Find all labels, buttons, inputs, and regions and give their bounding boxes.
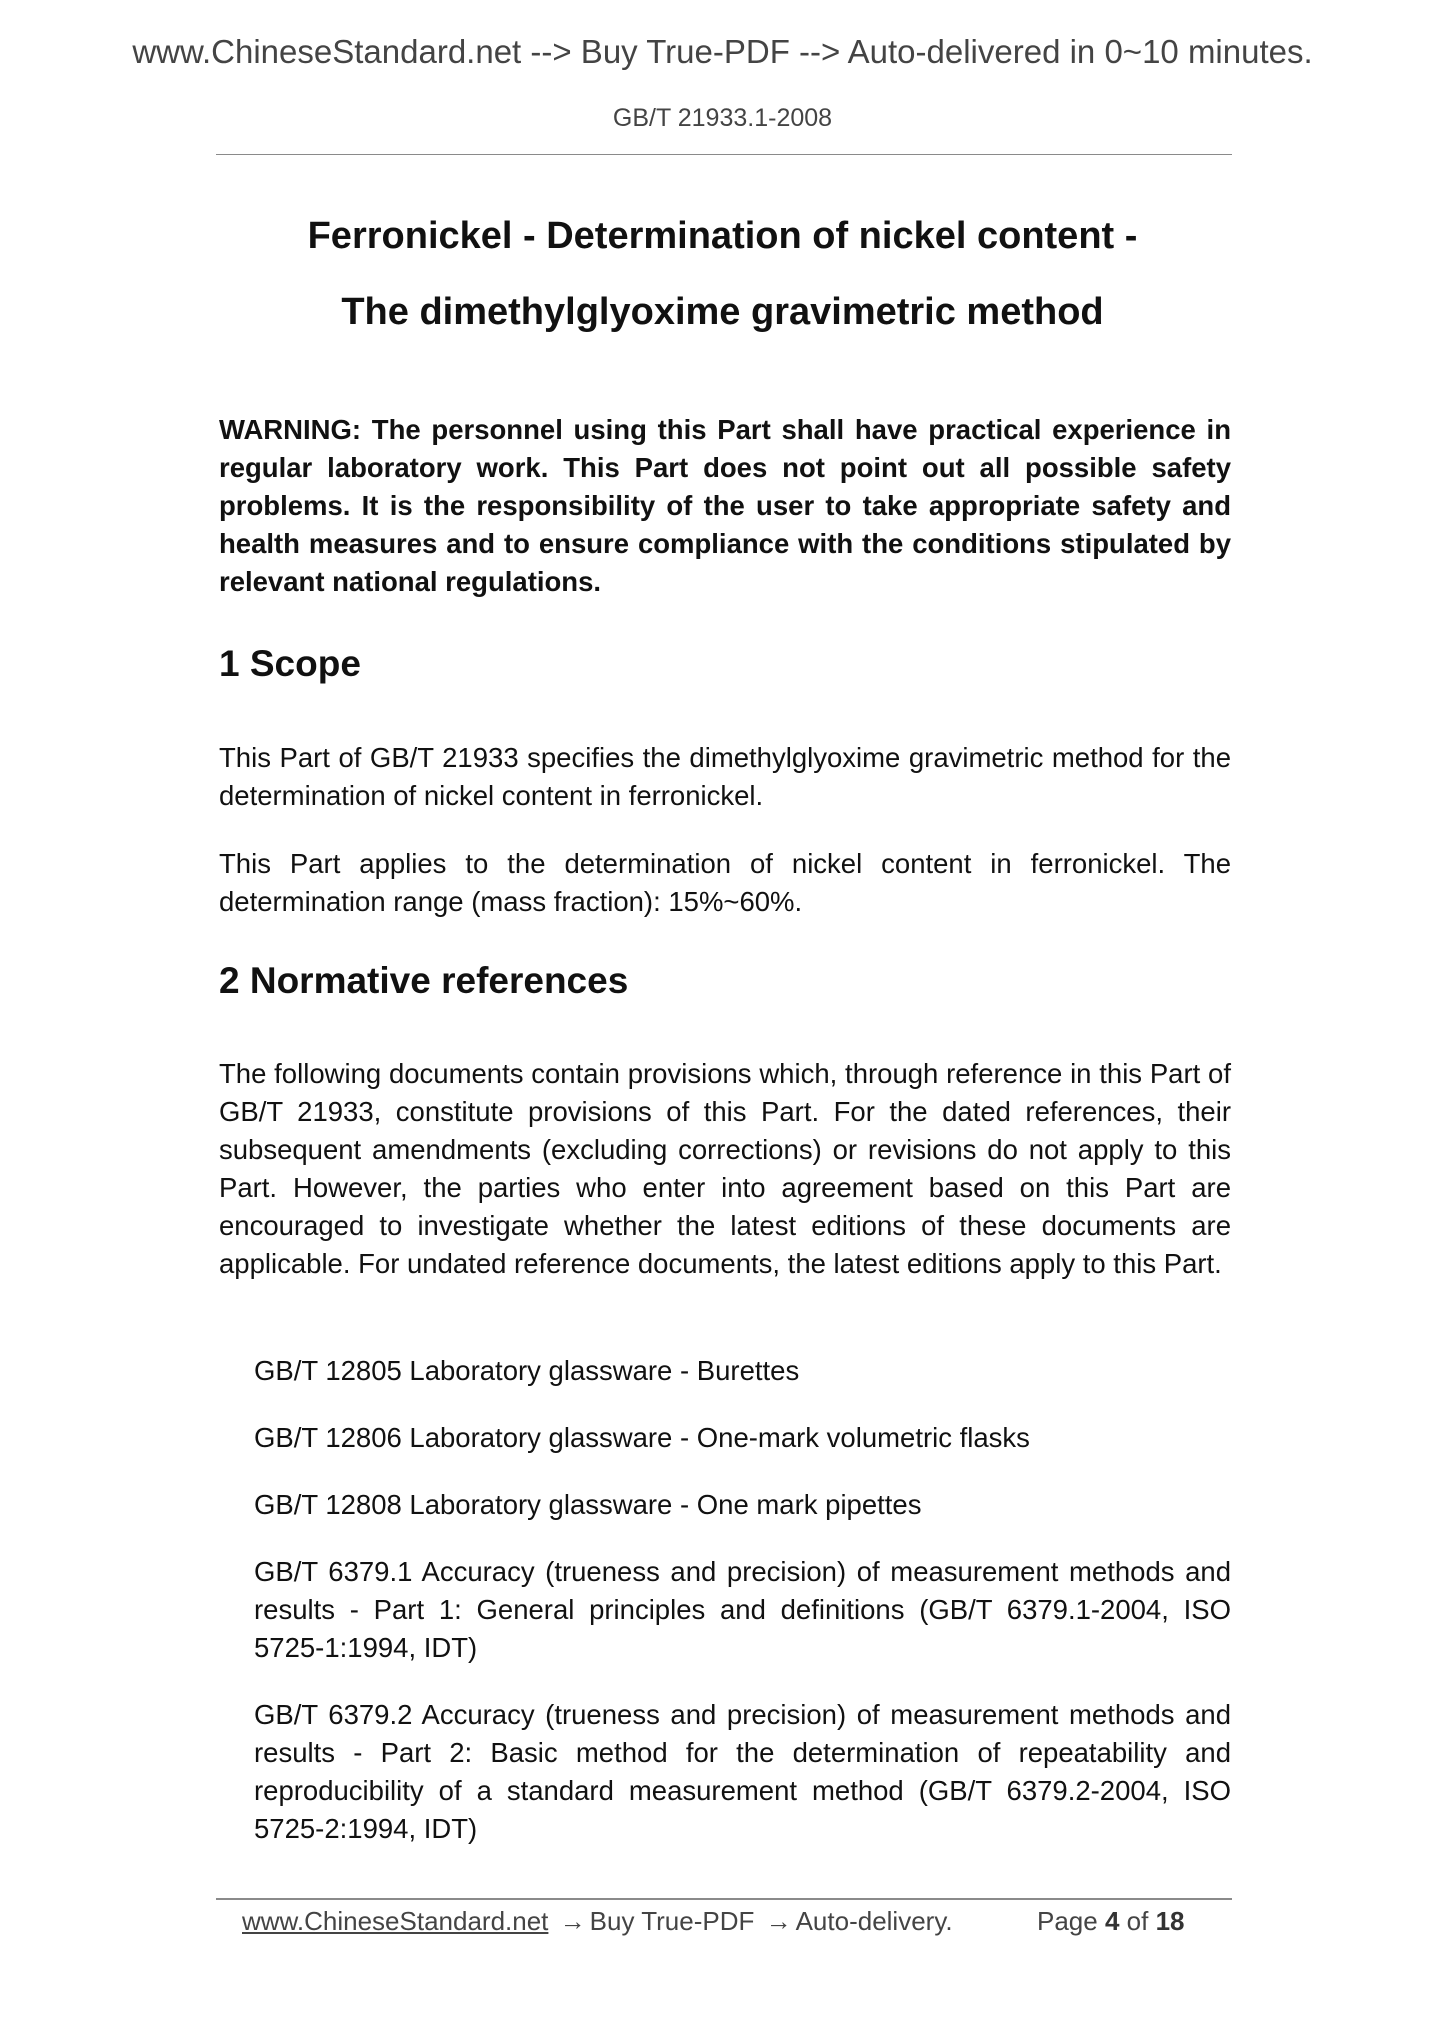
- document-title-line-1: Ferronickel - Determination of nickel content -: [307, 215, 1138, 257]
- footer-divider: [216, 1898, 1232, 1900]
- document-code: GB/T 21933.1-2008: [612, 104, 833, 132]
- scope-paragraph-2: This Part applies to the determination of nickel content in ferronickel. The determination range (mass fraction): 15%~60%.: [219, 848, 1231, 917]
- header-divider: [216, 154, 1232, 155]
- footer-site-link[interactable]: www.ChineseStandard.net: [242, 1906, 549, 1936]
- section-heading-normative-references: 2 Normative references: [219, 960, 629, 1001]
- page-total: 18: [1155, 1906, 1185, 1936]
- page-indicator: [1037, 1906, 1185, 1937]
- reference-item: GB/T 6379.1 Accuracy (trueness and precision) of measurement methods and results - Part 1: General principles and definitions (GB/T 6379.1-2004, ISO 5725-1:1994, IDT): [254, 1556, 1231, 1663]
- reference-item: GB/T 6379.2 Accuracy (trueness and precision) of measurement methods and results - Part 2: Basic method for the determination of repeatability and reproducibility of a standard measurement method (GB/T 6379.2-2004, ISO 5725-2:1994, IDT): [254, 1699, 1231, 1844]
- top-banner: www.ChineseStandard.net --> Buy True-PDF --> Auto-delivered in 0~10 minutes.: [132, 33, 1313, 70]
- page-of-label: of: [1126, 1906, 1149, 1936]
- normative-references-intro: The following documents contain provisions which, through reference in this Part of GB/T 21933, constitute provisions of this Part. For the dated references, their subsequent amendments (excluding corrections) or revisions do not apply to this Part. However, the parties who enter into agreement based on this Part are encouraged to investigate whether the latest editions of these documents are applicable. For undated reference documents, the latest editions apply to this Part.: [219, 1058, 1231, 1279]
- footer: [0, 1906, 1445, 1940]
- footer-delivery-text: Auto-delivery.: [795, 1906, 953, 1936]
- page-label: Page: [1037, 1906, 1098, 1936]
- footer-left: [242, 1906, 953, 1937]
- reference-item: GB/T 12806 Laboratory glassware - One-mark volumetric flasks: [254, 1422, 1030, 1453]
- section-heading-scope: 1 Scope: [219, 643, 361, 684]
- reference-item: GB/T 12805 Laboratory glassware - Burettes: [254, 1355, 800, 1386]
- right-arrow-icon: →: [559, 1906, 586, 1936]
- document-title-line-2: The dimethylglyoxime gravimetric method: [341, 291, 1104, 333]
- footer-buy-text: Buy True-PDF: [589, 1906, 755, 1936]
- scope-paragraph-1: This Part of GB/T 21933 specifies the dimethylglyoxime gravimetric method for the determination of nickel content in ferronickel.: [219, 742, 1231, 811]
- page-current: 4: [1104, 1906, 1120, 1936]
- right-arrow-icon: →: [765, 1906, 792, 1936]
- reference-item: GB/T 12808 Laboratory glassware - One mark pipettes: [254, 1489, 922, 1520]
- warning-paragraph: WARNING: The personnel using this Part shall have practical experience in regular laboratory work. This Part does not point out all possible safety problems. It is the responsibility of the user to take appropriate safety and health measures and to ensure compliance with the conditions stipulated by relevant national regulations.: [219, 414, 1231, 597]
